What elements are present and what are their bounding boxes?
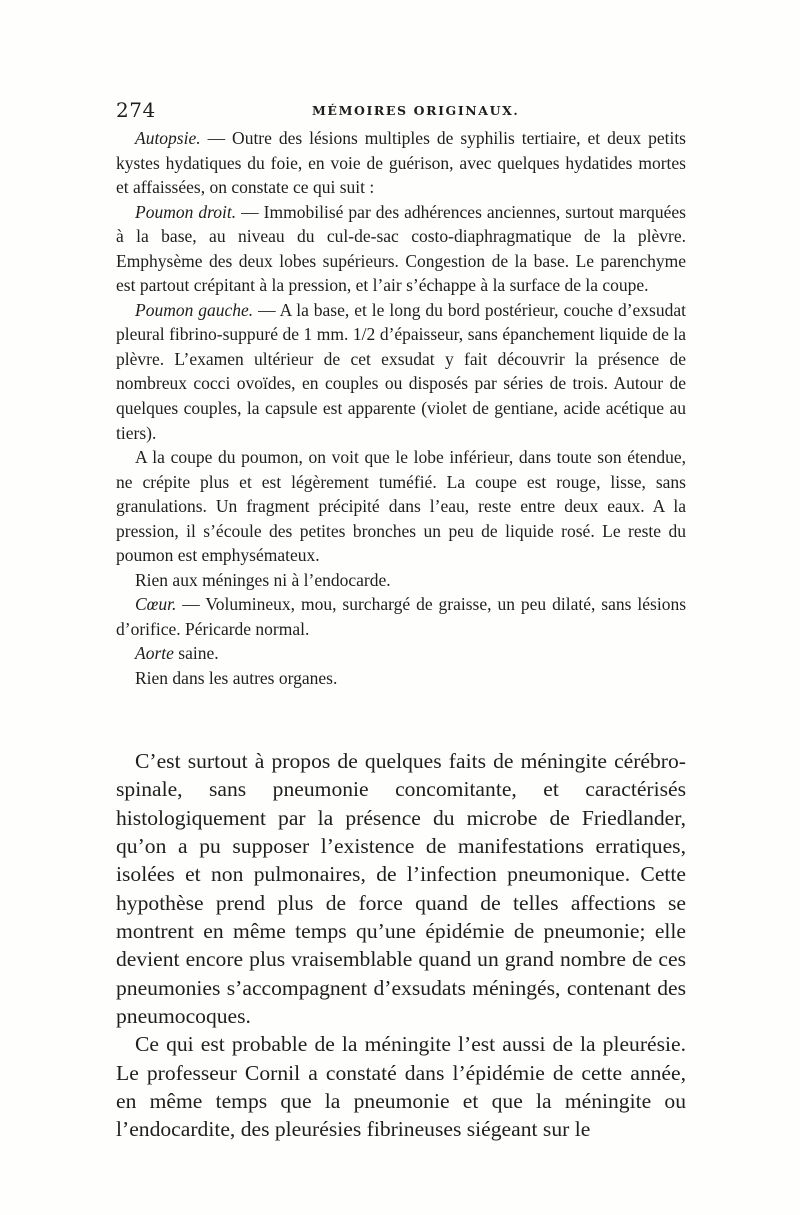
running-head: MÉMOIRES ORIGINAUX. (312, 103, 520, 118)
poumon-gauche-label: Poumon gauche. (135, 299, 254, 320)
coeur-paragraph (116, 592, 686, 641)
aorte-paragraph (116, 641, 686, 666)
autres-paragraph: Rien dans les autres organes. (135, 668, 338, 689)
autopsy-report (116, 126, 686, 691)
aorte-label: Aorte (135, 643, 174, 664)
aorte-text: saine. (173, 643, 219, 664)
autopsie-text: — Outre des lésions multiples de syphilis tertiaire, et deux petits kystes hydatiques du foie, en voie de guérison, avec quelques hydatides mortes et affaissées, on constate ce qui suit : (116, 128, 686, 198)
coupe-paragraph: A la coupe du poumon, on voit que le lobe inférieur, dans toute son étendue, ne crépite plus et est légèrement tuméfié. La coupe est rouge, lisse, sans granulations. Un fragment précipité dans l’eau, reste entre deux eaux. A la pression, il s’écoule des petites bronches un peu de liquide rosé. Le reste du poumon est emphysémateux. (116, 447, 686, 566)
autopsie-paragraph (116, 126, 686, 200)
coeur-text: — Volumineux, mou, surchargé de graisse, un peu dilaté, sans lésions d’orifice. Péricarde normal. (116, 594, 686, 639)
autopsie-label: Autopsie. (135, 128, 201, 148)
discussion-paragraph-1: C’est surtout à propos de quelques faits de méningite cérébro-spinale, sans pneumonie concomitante, et caractérisés histologiquement par la présence du microbe de Friedlander, qu’on a pu supposer l’existence de manifestations erratiques, isolées et non pulmonaires, de l’infection pneumonique. Cette hypothèse prend plus de force quand de telles affections se montrent en même temps qu’une épidémie de pneumonie; elle devient encore plus vraisemblable quand un grand nombre de ces pneumonies s’accompagnent d’exsudats méningés, contenant des pneumocoques. (116, 749, 686, 1029)
page-header (116, 98, 686, 128)
poumon-droit-text: — Immobilisé par des adhérences anciennes, surtout marquées à la base, au niveau du cul-de-sac costo-diaphragmatique de la plèvre. Emphysème des deux lobes supérieurs. Congestion de la base. Le parenchyme est partout crépitant à la pression, et l’air s’échappe à la surface de la coupe. (116, 201, 686, 296)
poumon-gauche-text: — A la base, et le long du bord postérieur, couche d’exsudat pleural fibrino-suppuré de 1 mm. 1/2 d’épaisseur, sans épanchement liquide de la plèvre. L’examen ultérieur de cet exsudat y fait découvrir la présence de nombreux cocci ovoïdes, en couples ou disposés par séries de trois. Autour de quelques couples, la capsule est apparente (violet de gentiane, acide acétique au tiers). (116, 299, 686, 443)
coeur-label: Cœur. (135, 594, 177, 615)
poumon-droit-paragraph (116, 200, 686, 298)
page-number: 274 (116, 98, 156, 122)
discussion-paragraph-2: Ce qui est probable de la méningite l’est aussi de la pleurésie. Le professeur Cornil a constaté dans l’épidémie de cette année, en même temps que la pneumonie et que la méningite ou l’endocardite, des pleurésies fibrineuses siégeant sur le (116, 1032, 686, 1142)
meninges-paragraph: Rien aux méninges ni à l’endocarde. (135, 569, 391, 590)
discussion (116, 747, 686, 1144)
poumon-droit-label: Poumon droit. (135, 201, 237, 222)
poumon-gauche-paragraph (116, 298, 686, 445)
